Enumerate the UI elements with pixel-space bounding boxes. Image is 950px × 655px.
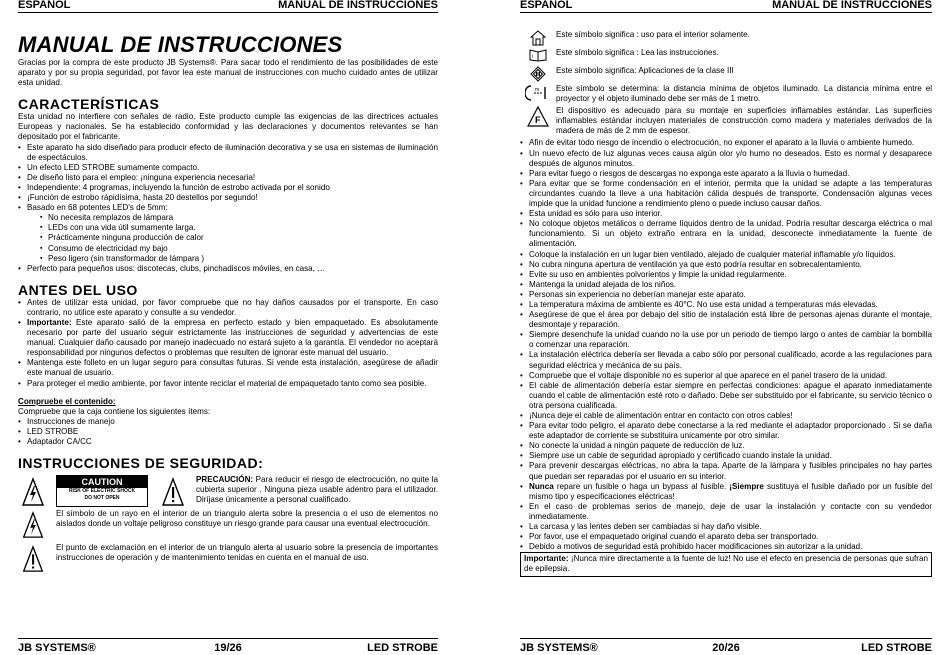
list-item: • Siempre desenchufe la unidad cuando no la use por un periodo de tiempo largo o antes de cambiar la bombilla o comenzar una reparación. <box>520 330 932 350</box>
list-item: • En el caso de problemas serios de manejo, deje de usar la instalación y contacte con su vendedor inmediatamente. <box>520 502 932 522</box>
list-item: • La temperatura máxima de ambiente es 40°C. No use esta unidad a temperaturas más elevadas. <box>520 300 932 310</box>
page-header <box>18 0 438 13</box>
sub-list-item: ▪ LEDs con una vida útil sumamente larga. <box>40 223 438 233</box>
distance-icon <box>525 84 551 102</box>
caution-sub-text: RISK OF ELECTRIC SHOCK <box>68 488 136 495</box>
exclamation-row <box>18 543 438 573</box>
list-item <box>18 318 438 358</box>
footer-product: LED STROBE <box>367 642 438 654</box>
list-item: • De diseño listo para el empleo: ¡ninguna experiencia necesaria! <box>18 173 438 183</box>
list-item: • Adaptador CA/CC <box>18 437 438 447</box>
right-content <box>520 30 932 577</box>
exclamation-text: El punto de exclamación en el interior de un triangulo alerta al usuario sobre la presencia de importantes instrucciones de operación y de mantenimiento tenidas en cuenta en el manual de uso. <box>56 543 438 563</box>
header-title: MANUAL DE INSTRUCCIONES <box>278 0 438 11</box>
list-item: • Independiente: 4 programas, incluyendo la función de estrobo activada por el sonido <box>18 183 438 193</box>
footer-brand: JB SYSTEMS® <box>520 642 598 654</box>
list-item: • Basado en 68 potentes LED's de 5mm: <box>18 203 438 213</box>
list-item <box>520 482 932 502</box>
symbol-row <box>520 48 932 64</box>
fuse-text: repare un fusible o haga un bypass al fusible. <box>553 481 730 491</box>
contents-list <box>18 417 438 447</box>
header-language: ESPAÑOL <box>520 0 573 11</box>
caution-row <box>18 475 438 507</box>
list-item: • ¡Nunca deje el cable de alimentación entrar en contacto con otros cables! <box>520 411 932 421</box>
list-item: • Para evitar que se forme condensación en el interior, permita que la unidad se adapte a las temperaturas circundantes cuando la lleve a una habitación cálida después de transporte. Condensación algunas veces impide que la unidad funcione a rendimiento pleno o puede incluso causar daños. <box>520 179 932 209</box>
symbol-row <box>520 84 932 104</box>
svg-text:F: F <box>535 115 541 126</box>
features-list <box>18 143 438 214</box>
list-item: • Debido a motivos de seguridad está prohibido hacer modificaciones sin autorizar a la unidad. <box>520 542 932 552</box>
features-heading: CARACTERÍSTICAS <box>18 96 160 113</box>
important-box <box>520 552 932 576</box>
safety-heading: INSTRUCCIONES DE SEGURIDAD: <box>18 455 264 472</box>
fuse-text-end: sustituya el fusible dañado por un fusible del mismo tipo y especificaciones eléctricas! <box>529 481 932 501</box>
features-text: Esta unidad no interfiere con señales de radio. Este producto cumple las exigencias de las directrices actuales Europeas y nacionales. Se ha establecido conformidad y las declaraciones y documentos relevantes se han depositado por el fabricante. <box>18 112 438 142</box>
symbol-text: Este símbolo se determina: la distancia mínima de objetos iluminado. La distancia mínima entre el proyector y el objeto iluminado debe ser más de 1 metro. <box>556 84 932 104</box>
led-sublist <box>18 213 438 263</box>
list-item: • No cubra ninguna apertura de ventilación ya que esto podría resultar en sobrecalentamiento. <box>520 260 932 270</box>
page-footer <box>18 638 438 655</box>
symbol-row <box>520 106 932 136</box>
list-item: • No conecte la unidad a ningún paquete de reducción de luz. <box>520 441 932 451</box>
important-label: Importante: <box>27 317 72 327</box>
list-item: • La instalación eléctrica debería ser llevada a cabo sólo por personal cualificado, acorde a las regulaciones para seguridad eléctrica y mecánica de su país. <box>520 350 932 370</box>
fuse-always-label: ¡Siempre <box>729 481 764 491</box>
page-number: 20/26 <box>712 642 740 654</box>
lightning-text: El símbolo de un rayo en el interior de un triangulo alerta sobre la presencia o el uso de elementos no aislados donde un voltaje peligroso constituye un riesgo grande para causar una eventual electrocución. <box>56 509 438 529</box>
house-icon <box>530 30 546 46</box>
intro-paragraph: Gracias por la compra de este producto JB Systems®. Para sacar todo el rendimiento de las posibilidades de este aparato y por su propia seguridad, por favor lea este manual de instrucciones con mucho cuidado antes de utilizar esta unidad. <box>18 58 438 88</box>
list-item: • Antes de utilizar esta unidad, por favor compruebe que no hay daños causados por el transporte. En caso contrario, no utilice este aparato y consulte a su vendedor. <box>18 298 438 318</box>
important-label: Importante: <box>524 554 569 564</box>
list-item: • El cable de alimentación debería estar siempre en perfectas condiciones: apague el aparato inmediatamente cuando el cable de alimentación esté roto o dañado. Debe ser substituido por el fabricante, su servicio técnico o otra persona cualificada. <box>520 381 932 411</box>
symbol-text: Este símbolo significa : uso para el interior solamente. <box>556 30 750 39</box>
list-item: • Coloque la instalación en un lugar bien ventilado, alejado de cualquier material inflamable y/o líquidos. <box>520 250 932 260</box>
caution-text: CAUTION <box>57 476 147 488</box>
symbol-text: El dispositivo es adecuado para su montaje en superficies inflamables estándar. Las superficies inflamables estándar incluyen materiales de construcción como madera y materiales derivados de la madera de más de 2 mm de espesor. <box>556 106 932 136</box>
list-item: • Siempre use un cable de seguridad apropiado y certificado cuando instale la unidad. <box>520 451 932 461</box>
safety-list <box>520 138 932 552</box>
flammable-f-icon <box>527 106 549 128</box>
list-item: • Este aparato ha sido diseñado para producir efecto de iluminación decorativa y se usa en sistemas de iluminación de espectáculos. <box>18 143 438 163</box>
class-iii-icon <box>530 66 546 82</box>
list-item: • Mantenga la unidad alejada de los niños. <box>520 280 932 290</box>
list-item: • Un efecto LED STROBE sumamente compacto. <box>18 163 438 173</box>
list-item: • Personas sin experiencia no deberían manejar este aparato. <box>520 290 932 300</box>
manual-title: MANUAL DE INSTRUCCIONES <box>18 32 343 57</box>
list-item: • Compruebe que el voltaje disponible no es superior al que aparece en el panel trasero de la unidad. <box>520 371 932 381</box>
list-item: • Perfecto para pequeños usos: discotecas, clubs, pinchadiscos móviles, en casa, … <box>18 264 438 274</box>
sub-list-item: ▪ Consumo de electricidad my bajo <box>40 244 438 254</box>
fuse-never-label: Nunca <box>529 481 554 491</box>
list-item: • Para evitar fuego o riesgos de descargas no exponga este aparato a la lluvia o humedad. <box>520 169 932 179</box>
list-item: • Mantenga este folleto en un lugar seguro para consultas futuras. Si vende esta instalación, asegúrese de añadir este manual de usuario. <box>18 358 438 378</box>
page-number: 19/26 <box>214 642 242 654</box>
header-language: ESPAÑOL <box>18 0 71 11</box>
symbol-row <box>520 66 932 82</box>
symbol-row <box>520 30 932 46</box>
symbol-text: Este símbolo significa: Aplicaciones de la clase III <box>556 66 734 75</box>
caution-label <box>56 475 148 507</box>
list-item: • Un nuevo efecto de luz algunas veces causa algún olor y/o humo no deseados. Esto es normal y desaparece después de algunos minutos. <box>520 149 932 169</box>
right-page <box>520 0 932 654</box>
list-item: • Para proteger el medio ambiente, por favor intente reciclar el material de empaquetado tanto como sea posible. <box>18 379 438 389</box>
precaution-text <box>196 475 438 505</box>
important-text: Este aparato salió de la empresa en perfecto estado y bien empaquetado. Es absolutamente necesario por parte del usuario seguir estrictamente las instrucciones de seguridad y advertencias de este manual. Cualquier daño causado por manejo inadecuado no estará sujeto a la garantía. El vendedor no aceptará responsabilidad por ningunos defectos o problemas que resulten de ignorar este manual del usuario. <box>27 317 438 358</box>
list-item: • Asegúrese de que el área por debajo del sitio de instalación está libre de personas ajenas durante el montaje, desmontaje y reparación. <box>520 310 932 330</box>
sub-list-item: ▪ Peso ligero (sin transformador de lámpara ) <box>40 254 438 264</box>
lightning-triangle-icon <box>22 511 44 539</box>
symbol-text: Este símbolo significa : Lea las instrucciones. <box>556 48 719 57</box>
sub-list-item: ▪ No necesita remplazos de lámpara <box>40 213 438 223</box>
list-item: • Para evitar todo peligro, el aparato debe conectarse a la red mediante el adaptador proporcionado . Si se daña este adaptador de corriente se substituira unicamente por otro similar. <box>520 421 932 441</box>
left-page <box>18 0 438 654</box>
list-item: • Afin de evitar todo riesgo de incendio o electrocución, no exponer el aparato a la lluvia o ambiente humedo. <box>520 138 932 148</box>
svg-text:m: m <box>535 87 540 93</box>
before-use-heading: ANTES DEL USO <box>18 281 138 298</box>
list-item: • Instrucciones de manejo <box>18 417 438 427</box>
list-item: • La carcasa y las lentes deben ser cambiadas si hay daño visible. <box>520 522 932 532</box>
precaution-label: PRECAUCIÓN: <box>196 475 254 485</box>
exclamation-triangle-icon <box>162 477 184 507</box>
list-item: • LED STROBE <box>18 427 438 437</box>
footer-product: LED STROBE <box>861 642 932 654</box>
list-item: • ¡Función de estrobo rápidísima, hasta 20 destellos por segundo! <box>18 193 438 203</box>
page-header <box>520 0 932 13</box>
list-item: • Por favor, use el empaquetado original cuando el aparato deba ser transportado. <box>520 532 932 542</box>
list-item: • Esta unidad es sólo para uso interior. <box>520 209 932 219</box>
precaution-body: Para reducir el riesgo de electrocución, no quite la cubierta superior . Ninguna pieza usable adentro para el utilizador. Diríjase únicamente a personal cualificado. <box>196 475 438 505</box>
book-icon <box>529 48 547 62</box>
header-title: MANUAL DE INSTRUCCIONES <box>772 0 932 11</box>
check-contents-title: Compruebe el contenido: <box>18 396 116 406</box>
left-content <box>18 33 438 573</box>
sub-list-item: ▪ Prácticamente ninguna producción de calor <box>40 233 438 243</box>
important-text: ¡Nunca mire directamente a la fuente de luz! No use el efecto en presencia de personas que sufran de epilepsia. <box>524 554 928 574</box>
list-item: • Para prevenir descargas eléctricas, no abra la tapa. Aparte de la lámpara y fusibles principales no hay partes que puedan ser reparadas por el usuario en su interior. <box>520 461 932 481</box>
lightning-row <box>18 509 438 539</box>
list-item: • Evite su uso en ambientes polvorientos y limpie la unidad regularmente. <box>520 270 932 280</box>
lightning-triangle-icon <box>22 477 44 507</box>
list-item: • No coloque objetos metálicos o derrame líquidos dentro de la unidad. Podría resultar descarga eléctrica o mal funcionamiento. Si un objeto extraño entrara en la unidad, desconecte inmediatamente la fuente de alimentación. <box>520 219 932 249</box>
check-contents-text: Compruebe que la caja contiene los siguientes ítems: <box>18 406 211 416</box>
footer-brand: JB SYSTEMS® <box>18 642 96 654</box>
exclamation-triangle-icon <box>22 545 44 573</box>
svg-text:i: i <box>532 54 534 60</box>
before-use-list <box>18 298 438 389</box>
caution-sub-text: DO NOT OPEN <box>84 495 120 502</box>
page-footer <box>520 638 932 655</box>
